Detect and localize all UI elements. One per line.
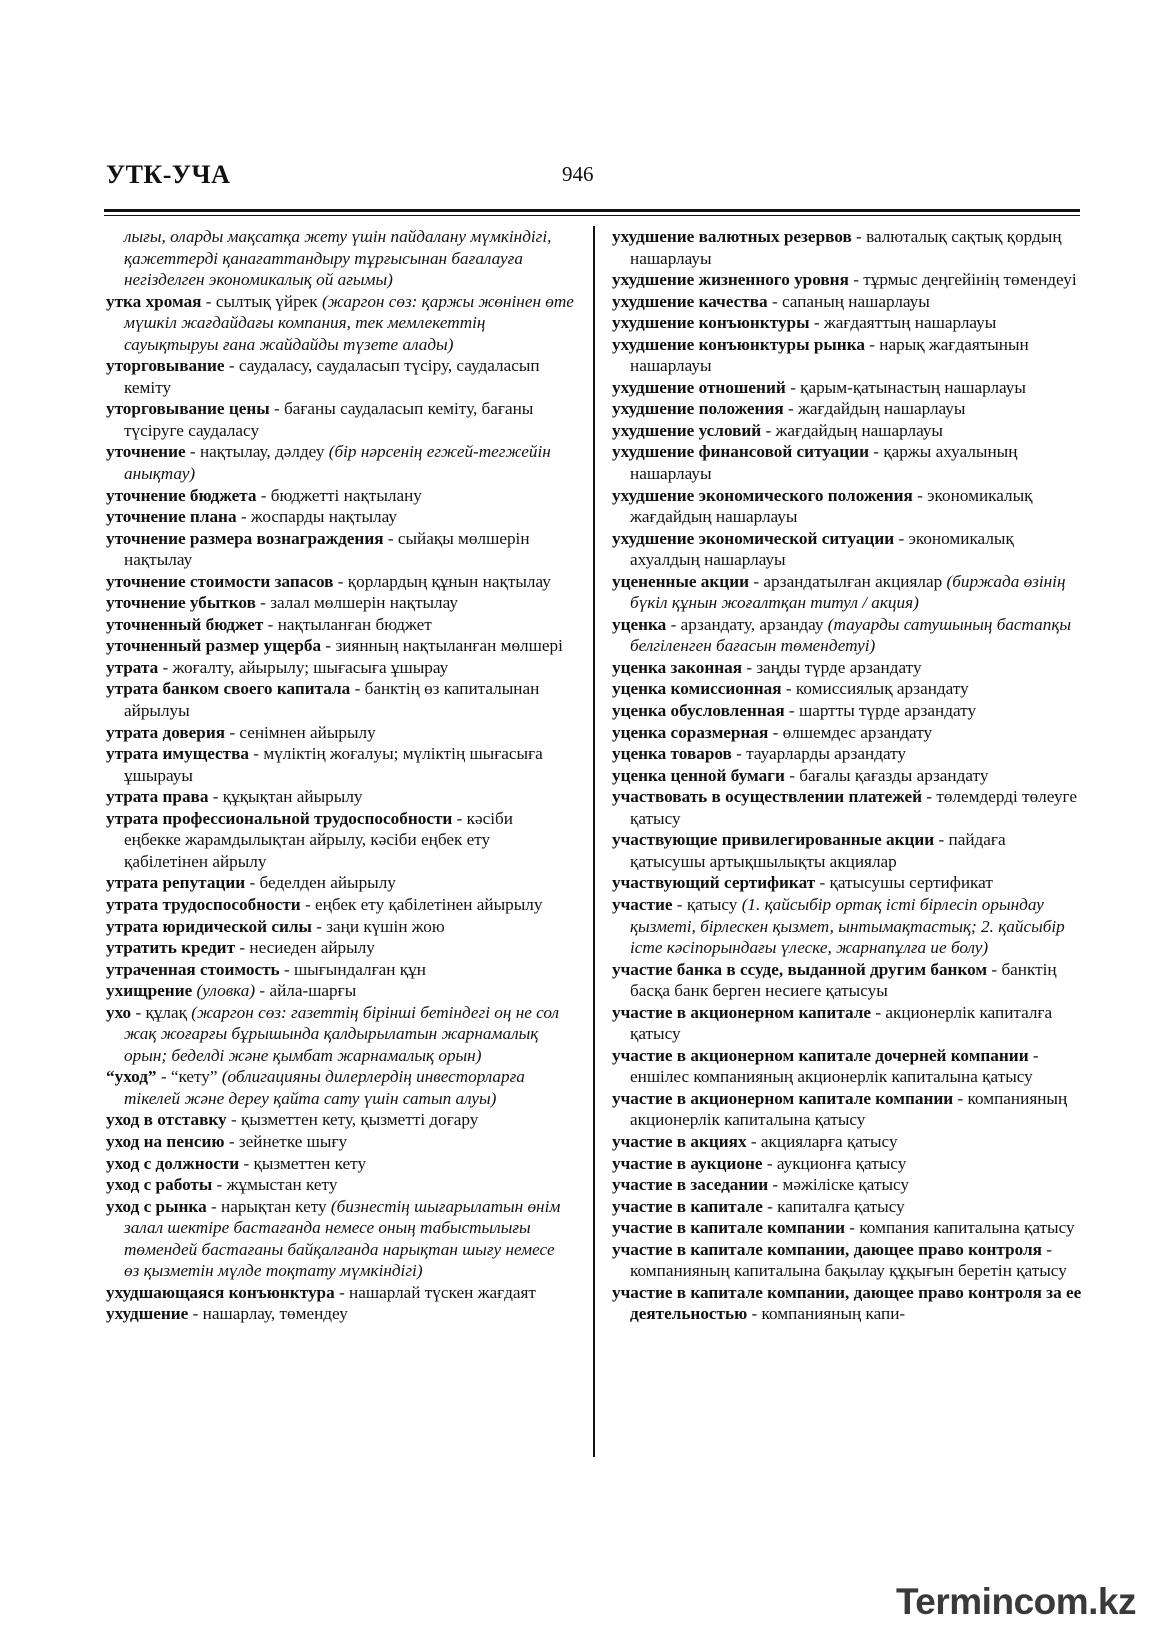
entry-translation: қорлардың құнын нақтылау: [347, 571, 551, 591]
entry-headword: ухудшение условий: [612, 420, 762, 440]
entry-translation: аукционға қатысу: [776, 1153, 907, 1173]
entry-translation: компанияның акционерлік капиталына қатысу: [630, 1088, 1068, 1130]
dictionary-entry: уценка ценной бумаги - бағалы қағазды арзандату: [612, 765, 989, 785]
entry-translation: компанияның капиталына бақылау құқығын беретін қатысу: [630, 1261, 1067, 1281]
entry-headword: участие: [612, 894, 673, 914]
dictionary-entry: уценка комиссионная - комиссиялық арзандату: [612, 679, 969, 699]
entry-translation: бағаны саудаласып кеміту, бағаны түсіруге саудаласу: [124, 399, 534, 440]
entry-translation: жұмыстан кету: [226, 1175, 338, 1195]
dictionary-entry: уточнение убытков - залал мөлшерін нақтылау: [106, 593, 458, 613]
entry-headword: уценка соразмерная: [612, 722, 769, 742]
entry-translation: нақтылау, дәлдеу: [199, 442, 325, 462]
entry-translation: бағалы қағазды арзандату: [799, 765, 989, 785]
entry-translation: еншілес компанияның акционерлік капиталына қатысу: [630, 1067, 1033, 1087]
dictionary-entry: уход с должности - қызметтен кету: [106, 1153, 367, 1173]
entry-headword: уторговывание: [106, 356, 225, 376]
entry-translation: сылтық үйрек: [215, 291, 318, 311]
dictionary-entry: участие в акционерном капитале - акционерлік капиталға қатысу: [612, 1002, 1053, 1044]
dictionary-entry: утрата права - құқықтан айырылу: [106, 787, 363, 807]
entry-note: (бизнестің шығарылатын өнім залал шектіре бастағанда немесе оның табыстылығы төмендей бастағаны байқалғанда нарықтан шығу немесе өз қызметін мүлде тоқтату мүмкіндігі): [124, 1196, 561, 1281]
dictionary-entry: утрата профессиональной трудоспособности - кәсіби еңбекке жарамдылықтан айрылу, кәсіби еңбек ету қабілетінен айрылу: [106, 808, 513, 871]
entry-note: (жаргон сөз: қаржы жөнінен өте мүшкіл жағдайдағы компания, тек мемлекеттің сауықтыруы ғана жайдайды түзете алады): [124, 291, 574, 354]
dictionary-entry: уход в отставку - қызметтен кету, қызметті доғару: [106, 1110, 479, 1130]
entry-translation: акцияларға қатысу: [760, 1131, 898, 1151]
entry-translation: қаржы ахуалының нашарлауы: [630, 442, 1018, 484]
entry-headword: уход в отставку: [106, 1110, 227, 1130]
dictionary-entry: уторговывание цены - бағаны саудаласып кеміту, бағаны түсіруге саудаласу: [106, 399, 534, 440]
entry-translation: құлақ: [145, 1002, 187, 1022]
entry-headword: утрата профессиональной трудоспособности: [106, 808, 453, 828]
entry-headword: утрата права: [106, 787, 209, 807]
entry-translation: кәсіби еңбекке жарамдылықтан айрылу, кәсіби еңбек ету қабілетінен айрылу: [124, 808, 513, 871]
dictionary-entry: уход с рынка - нарықтан кету (бизнестің шығарылатын өнім залал шектіре бастағанда немесе оның табыстылығы төмендей бастағаны байқалғанда нарықтан шығу немесе өз қызметін мүлде тоқтату мүмкіндігі): [106, 1196, 561, 1281]
dictionary-entry: участие банка в ссуде, выданной другим банком - банктің басқа банк берген несиеге қатысуы: [612, 959, 1057, 1001]
entry-headword: уценка комиссионная: [612, 679, 782, 699]
entry-translation: құқықтан айырылу: [222, 787, 363, 807]
entry-translation: сенімнен айырылу: [239, 722, 376, 742]
entry-headword: уход с должности: [106, 1153, 240, 1173]
entry-note: (уловка): [196, 981, 256, 1001]
entry-headword: участвующий сертификат: [612, 873, 816, 893]
dictionary-entry: ухудшение отношений - қарым-қатынастың нашарлауы: [612, 377, 1026, 397]
entry-headword: утрата доверия: [106, 722, 226, 742]
dictionary-entry: участие в заседании - мәжіліске қатысу: [612, 1175, 910, 1195]
entry-translation: қызметтен кету, қызметті доғару: [240, 1110, 479, 1130]
dictionary-entry: уточнение - нақтылау, дәлдеу (бір нәрсенің егжей-тегжейін анықтау): [106, 442, 551, 484]
entry-translation: компания капиталына қатысу: [859, 1218, 1075, 1238]
entry-headword: уточнение: [106, 442, 186, 462]
entry-headword: ухудшение финансовой ситуации: [612, 442, 869, 462]
entry-headword: уценка ценной бумаги: [612, 765, 785, 785]
entry-translation: саудаласу, саудаласып түсіру, саудаласып кеміту: [124, 356, 540, 397]
dictionary-entry: утраченная стоимость - шығындалған құн: [106, 959, 426, 979]
entry-note: (бір нәрсенің егжей-тегжейін анықтау): [124, 442, 551, 484]
dictionary-entry: утрата доверия - сенімнен айырылу: [106, 722, 376, 742]
running-head: УТК-УЧА: [106, 160, 231, 189]
dictionary-entry: участие в капитале компании - компания капиталына қатысу: [612, 1218, 1075, 1238]
entry-headword: уточнение убытков: [106, 593, 256, 613]
entry-translation: арзандату, арзандау: [680, 614, 824, 634]
entry-note: (тауарды сатушының бастапқы белгіленген бағасын төмендетуі): [630, 614, 1072, 656]
dictionary-entry: утрата трудоспособности - еңбек ету қабілетінен айырылу: [106, 894, 543, 914]
entry-headword: ухо: [106, 1002, 132, 1022]
entry-headword: ухудшение жизненного уровня: [612, 270, 849, 290]
entry-headword: утрата: [106, 657, 159, 677]
entry-headword: уторговывание цены: [106, 399, 270, 419]
entry-translation: экономикалық жағдайдың нашарлауы: [630, 485, 1033, 527]
entry-headword: уценка товаров: [612, 744, 732, 764]
entry-headword: “уход”: [106, 1067, 157, 1087]
entry-headword: участие в капитале компании: [612, 1218, 845, 1238]
entry-translation: айла-шарғы: [269, 981, 357, 1001]
entry-headword: утка хромая: [106, 291, 202, 311]
entry-translation: нашарлай түскен жағдаят: [349, 1282, 536, 1302]
entry-translation: төлемдерді төлеуге қатысу: [630, 787, 1077, 828]
dictionary-entry: уточнение стоимости запасов - қорлардың құнын нақтылау: [106, 571, 551, 591]
entry-translation: тауарларды арзандату: [746, 744, 907, 764]
dictionary-entry: участие в капитале компании, дающее право контроля - компанияның капиталына бақылау құқығын беретін қатысу: [612, 1239, 1067, 1281]
entry-headword: ухудшающаяся конъюнктура: [106, 1282, 335, 1302]
dictionary-entry: уход на пенсию - зейнетке шығу: [106, 1131, 348, 1151]
entry-translation: еңбек ету қабілетінен айырылу: [315, 894, 543, 914]
entry-headword: ухудшение отношений: [612, 377, 786, 397]
entry-headword: утрата трудоспособности: [106, 894, 301, 914]
dictionary-entry: уторговывание - саудаласу, саудаласып түсіру, саудаласып кеміту: [106, 356, 540, 397]
dictionary-entry: ухудшение валютных резервов - валюталық сақтық қордың нашарлауы: [612, 227, 1062, 268]
dictionary-entry: участвовать в осуществлении платежей - төлемдерді төлеуге қатысу: [612, 787, 1077, 828]
entry-translation: мүліктің жоғалуы; мүліктің шығасыға ұшырауы: [124, 744, 543, 785]
left-column: [106, 226, 574, 1325]
dictionary-entry: ухудшение жизненного уровня - тұрмыс деңгейінің төмендеуі: [612, 270, 1077, 290]
entry-translation: несиеден айрылу: [249, 938, 375, 958]
entry-translation: қызметтен кету: [253, 1153, 367, 1173]
entry-translation: қатысушы сертификат: [829, 873, 993, 893]
entry-translation: беделден айырылу: [259, 873, 396, 893]
dictionary-entry: уценка - арзандату, арзандау (тауарды сатушының бастапқы белгіленген бағасын төмендетуі): [612, 614, 1072, 656]
entry-translation: нарықтан кету: [221, 1196, 327, 1216]
entry-translation: нашарлау, төмендеу: [202, 1304, 348, 1324]
dictionary-entry: уход с работы - жұмыстан кету: [106, 1175, 338, 1195]
entry-translation: банктің басқа банк берген несиеге қатысуы: [630, 959, 1057, 1001]
entry-headword: участвовать в осуществлении платежей: [612, 787, 922, 807]
entry-translation: қатысу: [686, 894, 738, 914]
watermark: [896, 1581, 1136, 1623]
entry-translation: залал мөлшерін нақтылау: [270, 593, 458, 613]
entry-note: (облигацияны дилерлердің инвесторларға тікелей және дереу қайта сату үшін сатып алуы): [124, 1067, 525, 1108]
dictionary-entry: участие в акционерном капитале компании - компанияның акционерлік капиталына қатысу: [612, 1088, 1068, 1130]
entry-translation: жоспарды нақтылау: [250, 507, 397, 527]
entry-headword: уценка: [612, 614, 667, 634]
dictionary-entry: утрата банком своего капитала - банктің өз капиталынан айрылуы: [106, 679, 540, 721]
entry-headword: ухудшение конъюнктуры рынка: [612, 334, 865, 354]
entry-headword: утрата юридической силы: [106, 916, 312, 936]
dictionary-entry: уценка товаров - тауарларды арзандату: [612, 744, 907, 764]
entry-translation: нақтыланған бюджет: [277, 614, 432, 634]
dictionary-entry: утрата имущества - мүліктің жоғалуы; мүліктің шығасыға ұшырауы: [106, 744, 543, 785]
entry-headword: уход на пенсию: [106, 1131, 225, 1151]
dictionary-entry: ухудшение финансовой ситуации - қаржы ахуалының нашарлауы: [612, 442, 1018, 484]
entry-translation: жағдайдың нашарлауы: [775, 420, 943, 440]
entry-translation: шартты түрде арзандату: [798, 701, 977, 721]
entry-headword: участие в акциях: [612, 1131, 747, 1151]
entry-headword: участие в акционерном капитале дочерней компании: [612, 1045, 1029, 1065]
entry-translation: нарық жағдаятынын нашарлауы: [630, 334, 1029, 376]
dictionary-entry: участие в капитале - капиталға қатысу: [612, 1196, 905, 1216]
dictionary-entry: уточненный размер ущерба - зиянның нақтыланған мөлшері: [106, 636, 563, 656]
header-rule-thin: [104, 215, 1080, 216]
entry-translation: “кету”: [170, 1067, 218, 1087]
termincom-logo: Termincom.kz: [895, 1581, 1136, 1622]
entry-headword: утратить кредит: [106, 938, 236, 958]
entry-headword: участие в акционерном капитале: [612, 1002, 872, 1022]
entry-headword: участие в капитале компании, дающее право контроля: [612, 1239, 1042, 1259]
dictionary-entry: участие в акционерном капитале дочерней компании - еншілес компанияның акционерлік капиталына қатысу: [612, 1045, 1039, 1087]
dictionary-entry: утратить кредит - несиеден айрылу: [106, 938, 375, 958]
entry-headword: ухудшение: [106, 1304, 189, 1324]
entry-headword: уцененные акции: [612, 571, 750, 591]
entry-headword: уточненный размер ущерба: [106, 636, 322, 656]
dictionary-entry: ухудшение конъюнктуры рынка - нарық жағдаятынын нашарлауы: [612, 334, 1029, 376]
column-divider: [593, 226, 595, 1457]
entry-translation: валюталық сақтық қордың нашарлауы: [630, 227, 1062, 268]
dictionary-entry: уценка обусловленная - шартты түрде арзандату: [612, 701, 977, 721]
dictionary-entry: участие - қатысу (1. қайсыбір ортақ істі бірлесіп орындау қызметі, бірлескен қызмет, ынтымақтастық; 2. қайсыбір істе кәсіпорындағы үлеске, жарнапұлға ие болу): [612, 894, 1065, 958]
dictionary-entry: ухудшение конъюнктуры - жағдаяттың нашарлауы: [612, 313, 997, 333]
dictionary-entry: участие в акциях - акцияларға қатысу: [612, 1131, 898, 1151]
dictionary-entry: участие в аукционе - аукционға қатысу: [612, 1153, 907, 1173]
header-rule-thick: [104, 209, 1080, 212]
entry-headword: участие банка в ссуде, выданной другим банком: [612, 959, 988, 979]
entry-headword: ухудшение экономического положения: [612, 485, 913, 505]
entry-note: (биржада өзінің бүкіл құнын жоғалтқан титул / акция): [630, 571, 1066, 613]
entry-translation: акционерлік капиталға қатысу: [630, 1002, 1053, 1044]
dictionary-entry: ухудшение условий - жағдайдың нашарлауы: [612, 420, 943, 440]
entry-translation: зиянның нақтыланған мөлшері: [335, 636, 563, 656]
entry-headword: участие в заседании: [612, 1175, 769, 1195]
entry-headword: утраченная стоимость: [106, 959, 280, 979]
entry-translation: зейнетке шығу: [238, 1131, 348, 1151]
entry-translation: заңи күшін жою: [326, 916, 445, 936]
entry-headword: ухудшение качества: [612, 291, 768, 311]
page-number: 946: [562, 162, 594, 186]
dictionary-entry: уточнение плана - жоспарды нақтылау: [106, 507, 397, 527]
entry-translation: экономикалық ахуалдың нашарлауы: [630, 528, 1014, 570]
entry-translation: қарым-қатынастың нашарлауы: [800, 377, 1026, 397]
dictionary-entry: ухудшение экономической ситуации - экономикалық ахуалдың нашарлауы: [612, 528, 1014, 570]
entry-translation: жағдаяттың нашарлауы: [823, 313, 997, 333]
dictionary-entry: утка хромая - сылтық үйрек (жаргон сөз: қаржы жөнінен өте мүшкіл жағдайдағы компания, тек мемлекеттің сауықтыруы ғана жайдайды түзете алады): [106, 291, 574, 354]
dictionary-entry: участвующие привилегированные акции - пайдаға қатысушы артықшылықты акциялар: [612, 830, 1006, 871]
entry-translation: банктің өз капиталынан айрылуы: [124, 679, 540, 721]
entry-headword: участие в акционерном капитале компании: [612, 1088, 954, 1108]
entry-translation: жоғалту, айырылу; шығасыға ұшырау: [172, 657, 449, 677]
entry-translation: пайдаға қатысушы артықшылықты акциялар: [630, 830, 1006, 871]
dictionary-entry: уценка соразмерная - өлшемдес арзандату: [612, 722, 933, 742]
entry-headword: уход с рынка: [106, 1196, 207, 1216]
entry-translation: өлшемдес арзандату: [782, 722, 933, 742]
dictionary-entry: участвующий сертификат - қатысушы сертификат: [612, 873, 993, 893]
entry-headword: утрата имущества: [106, 744, 249, 764]
entry-translation: мәжіліске қатысу: [782, 1175, 910, 1195]
entry-headword: ухудшение экономической ситуации: [612, 528, 895, 548]
dictionary-entry: ухудшение - нашарлау, төмендеу: [106, 1304, 348, 1324]
entry-translation: арзандатылған акциялар: [763, 571, 943, 591]
entry-translation: комиссиялық арзандату: [795, 679, 969, 699]
entry-headword: утрата репутации: [106, 873, 246, 893]
dictionary-entry: утрата юридической силы - заңи күшін жою: [106, 916, 445, 936]
entry-translation: сапаның нашарлауы: [781, 291, 930, 311]
entry-headword: участие в капитале: [612, 1196, 763, 1216]
entry-headword: участвующие привилегированные акции: [612, 830, 935, 850]
entry-translation: сыйақы мөлшерін нақтылау: [124, 528, 530, 570]
dictionary-entry: “уход” - “кету” (облигацияны дилерлердің инвесторларға тікелей және дереу қайта сату үшін сатып алуы): [106, 1067, 525, 1108]
entry-translation: капиталға қатысу: [777, 1196, 905, 1216]
entry-headword: ухищрение: [106, 981, 193, 1001]
entry-headword: уточнение плана: [106, 507, 237, 527]
entry-headword: участие в аукционе: [612, 1153, 763, 1173]
dictionary-entry: ухудшающаяся конъюнктура - нашарлай түскен жағдаят: [106, 1282, 536, 1302]
right-column: [612, 226, 1082, 1325]
entry-headword: уточнение бюджета: [106, 485, 257, 505]
entry-headword: ухудшение конъюнктуры: [612, 313, 810, 333]
dictionary-entry: утрата репутации - беделден айырылу: [106, 873, 396, 893]
dictionary-entry: ухищрение (уловка) - айла-шарғы: [106, 981, 357, 1001]
dictionary-entry: уцененные акции - арзандатылған акциялар (биржада өзінің бүкіл құнын жоғалтқан титул / акция): [612, 571, 1066, 613]
entry-note: лығы, оларды мақсатқа жету үшін пайдалану мүмкіндігі, қажеттерді қанағаттандыру тұрғысынан бағалауға негізделген экономикалық ой ағымы): [124, 227, 552, 290]
entry-translation: шығындалған құн: [293, 959, 426, 979]
dictionary-entry: ухо - құлақ (жаргон сөз: газеттің бірінші бетіндегі оң не сол жақ жоғарғы бұрышында қалдырылатын жарнамалық орын; беделді және қымбат жарнамалық орын): [106, 1002, 560, 1065]
dictionary-entry: уточнение размера вознаграждения - сыйақы мөлшерін нақтылау: [106, 528, 530, 570]
dictionary-entry: уценка законная - заңды түрде арзандату: [612, 657, 922, 677]
entry-headword: уточненный бюджет: [106, 614, 264, 634]
entry-translation: заңды түрде арзандату: [756, 657, 922, 677]
dictionary-entry: уточненный бюджет - нақтыланған бюджет: [106, 614, 432, 634]
dictionary-entry: [106, 226, 574, 291]
entry-note: (1. қайсыбір ортақ істі бірлесіп орындау қызметі, бірлескен қызмет, ынтымақтастық; 2. қайсыбір істе кәсіпорындағы үлеске, жарнапұлға ие болу): [630, 894, 1065, 958]
entry-headword: участие в капитале компании, дающее право контроля за ее деятельностью: [612, 1282, 1082, 1324]
entry-headword: уход с работы: [106, 1175, 213, 1195]
dictionary-entry: ухудшение экономического положения - экономикалық жағдайдың нашарлауы: [612, 485, 1033, 527]
entry-translation: компанияның капи-: [761, 1304, 906, 1324]
entry-headword: ухудшение положения: [612, 399, 784, 419]
entry-headword: уценка обусловленная: [612, 701, 785, 721]
dictionary-entry: ухудшение качества - сапаның нашарлауы: [612, 291, 930, 311]
entry-headword: ухудшение валютных резервов: [612, 227, 852, 246]
dictionary-entry: утрата - жоғалту, айырылу; шығасыға ұшырау: [106, 657, 449, 677]
dictionary-entry: уточнение бюджета - бюджетті нақтылану: [106, 485, 422, 505]
dictionary-entry: участие в капитале компании, дающее право контроля за ее деятельностью - компанияның капи-: [612, 1282, 1082, 1324]
entry-translation: бюджетті нақтылану: [270, 485, 422, 505]
dictionary-entry: ухудшение положения - жағдайдың нашарлауы: [612, 399, 966, 419]
entry-translation: жағдайдың нашарлауы: [797, 399, 966, 419]
entry-headword: утрата банком своего капитала: [106, 679, 351, 699]
entry-translation: тұрмыс деңгейінің төмендеуі: [863, 270, 1077, 290]
entry-headword: уточнение размера вознаграждения: [106, 528, 384, 548]
entry-headword: уточнение стоимости запасов: [106, 571, 334, 591]
entry-note: (жаргон сөз: газеттің бірінші бетіндегі оң не сол жақ жоғарғы бұрышында қалдырылатын жарнамалық орын; беделді және қымбат жарнамалық орын): [124, 1002, 560, 1065]
entry-headword: уценка законная: [612, 657, 743, 677]
